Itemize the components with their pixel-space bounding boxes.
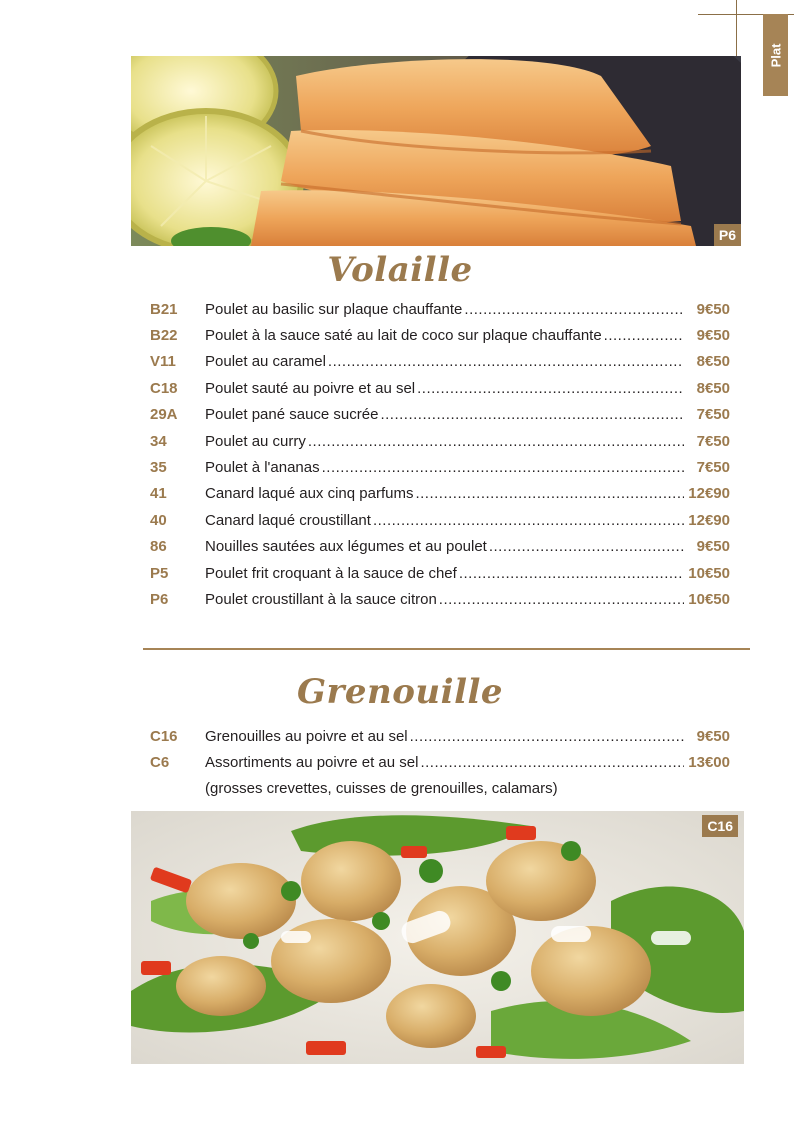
item-price: 13€00: [688, 754, 730, 772]
item-name: Poulet à l'ananas: [205, 459, 320, 477]
menu-item: [150, 349, 730, 375]
item-name: Canard laqué croustillant: [205, 511, 371, 529]
leader-dots: [380, 406, 684, 423]
leader-dots: [373, 512, 684, 529]
menu-list-grenouille: [150, 723, 730, 802]
photo-badge-p6: P6: [714, 224, 741, 246]
leader-dots: [489, 538, 684, 555]
section-divider: [143, 648, 750, 650]
section-tab: [763, 14, 788, 96]
item-name: Poulet à la sauce saté au lait de coco sur plaque chauffante: [205, 327, 602, 345]
item-code: B22: [150, 327, 178, 345]
leader-dots: [459, 565, 684, 582]
menu-item: [150, 723, 730, 749]
item-note: (grosses crevettes, cuisses de grenouilles, calamars): [205, 780, 558, 798]
item-price: 12€90: [688, 485, 730, 503]
leader-dots: [328, 353, 684, 370]
menu-list-volaille: [150, 296, 730, 613]
menu-item: [150, 322, 730, 348]
item-name: Nouilles sautées aux légumes et au poulet: [205, 538, 487, 556]
item-price: 10€50: [688, 564, 730, 582]
photo-badge-c16: C16: [702, 815, 738, 837]
leader-dots: [604, 327, 684, 344]
item-name: Poulet sauté au poivre et au sel: [205, 379, 416, 397]
leader-dots: [308, 433, 684, 450]
menu-item: [150, 402, 730, 428]
photo-chicken-lemon: [131, 56, 741, 246]
item-code: 40: [150, 511, 167, 529]
item-code: 35: [150, 459, 167, 477]
item-code: C6: [150, 754, 170, 772]
menu-item: [150, 296, 730, 322]
leader-dots: [439, 591, 684, 608]
crop-mark-vertical: [736, 0, 737, 56]
item-code: 86: [150, 538, 167, 556]
item-name: Grenouilles au poivre et au sel: [205, 727, 408, 745]
item-name: Poulet croustillant à la sauce citron: [205, 590, 437, 608]
item-code: P6: [150, 590, 169, 608]
item-price: 12€90: [688, 511, 730, 529]
leader-dots: [417, 380, 684, 397]
item-price: 8€50: [696, 379, 730, 397]
item-name: Assortiments au poivre et au sel: [205, 754, 419, 772]
item-price: 7€50: [696, 459, 730, 477]
menu-item: [150, 749, 730, 775]
item-price: 9€50: [696, 300, 730, 318]
menu-item: [150, 560, 730, 586]
item-code: P5: [150, 564, 169, 582]
item-name: Poulet au basilic sur plaque chauffante: [205, 300, 463, 318]
item-name: Poulet au caramel: [205, 353, 326, 371]
item-name: Poulet pané sauce sucrée: [205, 406, 379, 424]
item-price: 8€50: [696, 353, 730, 371]
item-name: Poulet frit croquant à la sauce de chef: [205, 564, 457, 582]
item-name: Canard laqué aux cinq parfums: [205, 485, 414, 503]
item-code: 41: [150, 485, 167, 503]
item-code: C16: [150, 727, 178, 745]
menu-item: [150, 534, 730, 560]
menu-item: [150, 586, 730, 612]
leader-dots: [410, 728, 684, 745]
menu-item: [150, 428, 730, 454]
menu-item: [150, 454, 730, 480]
item-price: 7€50: [696, 406, 730, 424]
item-code: 34: [150, 432, 167, 450]
leader-dots: [464, 301, 684, 318]
menu-item: [150, 375, 730, 401]
item-price: 10€50: [688, 590, 730, 608]
section-title-grenouille: Grenouille: [296, 672, 504, 712]
item-price: 7€50: [696, 432, 730, 450]
menu-item: [150, 507, 730, 533]
leader-dots: [420, 754, 684, 771]
photo-frog-legs: [131, 811, 744, 1064]
item-price: 9€50: [696, 538, 730, 556]
item-code: 29A: [150, 406, 178, 424]
item-price: 9€50: [696, 327, 730, 345]
leader-dots: [322, 459, 684, 476]
leader-dots: [415, 485, 684, 502]
section-title-volaille: Volaille: [327, 250, 473, 290]
item-code: B21: [150, 300, 178, 318]
menu-item: [150, 481, 730, 507]
item-code: C18: [150, 379, 178, 397]
item-name: Poulet au curry: [205, 432, 306, 450]
item-code: V11: [150, 353, 176, 371]
section-tab-label: Plat: [768, 43, 783, 67]
item-price: 9€50: [696, 727, 730, 745]
